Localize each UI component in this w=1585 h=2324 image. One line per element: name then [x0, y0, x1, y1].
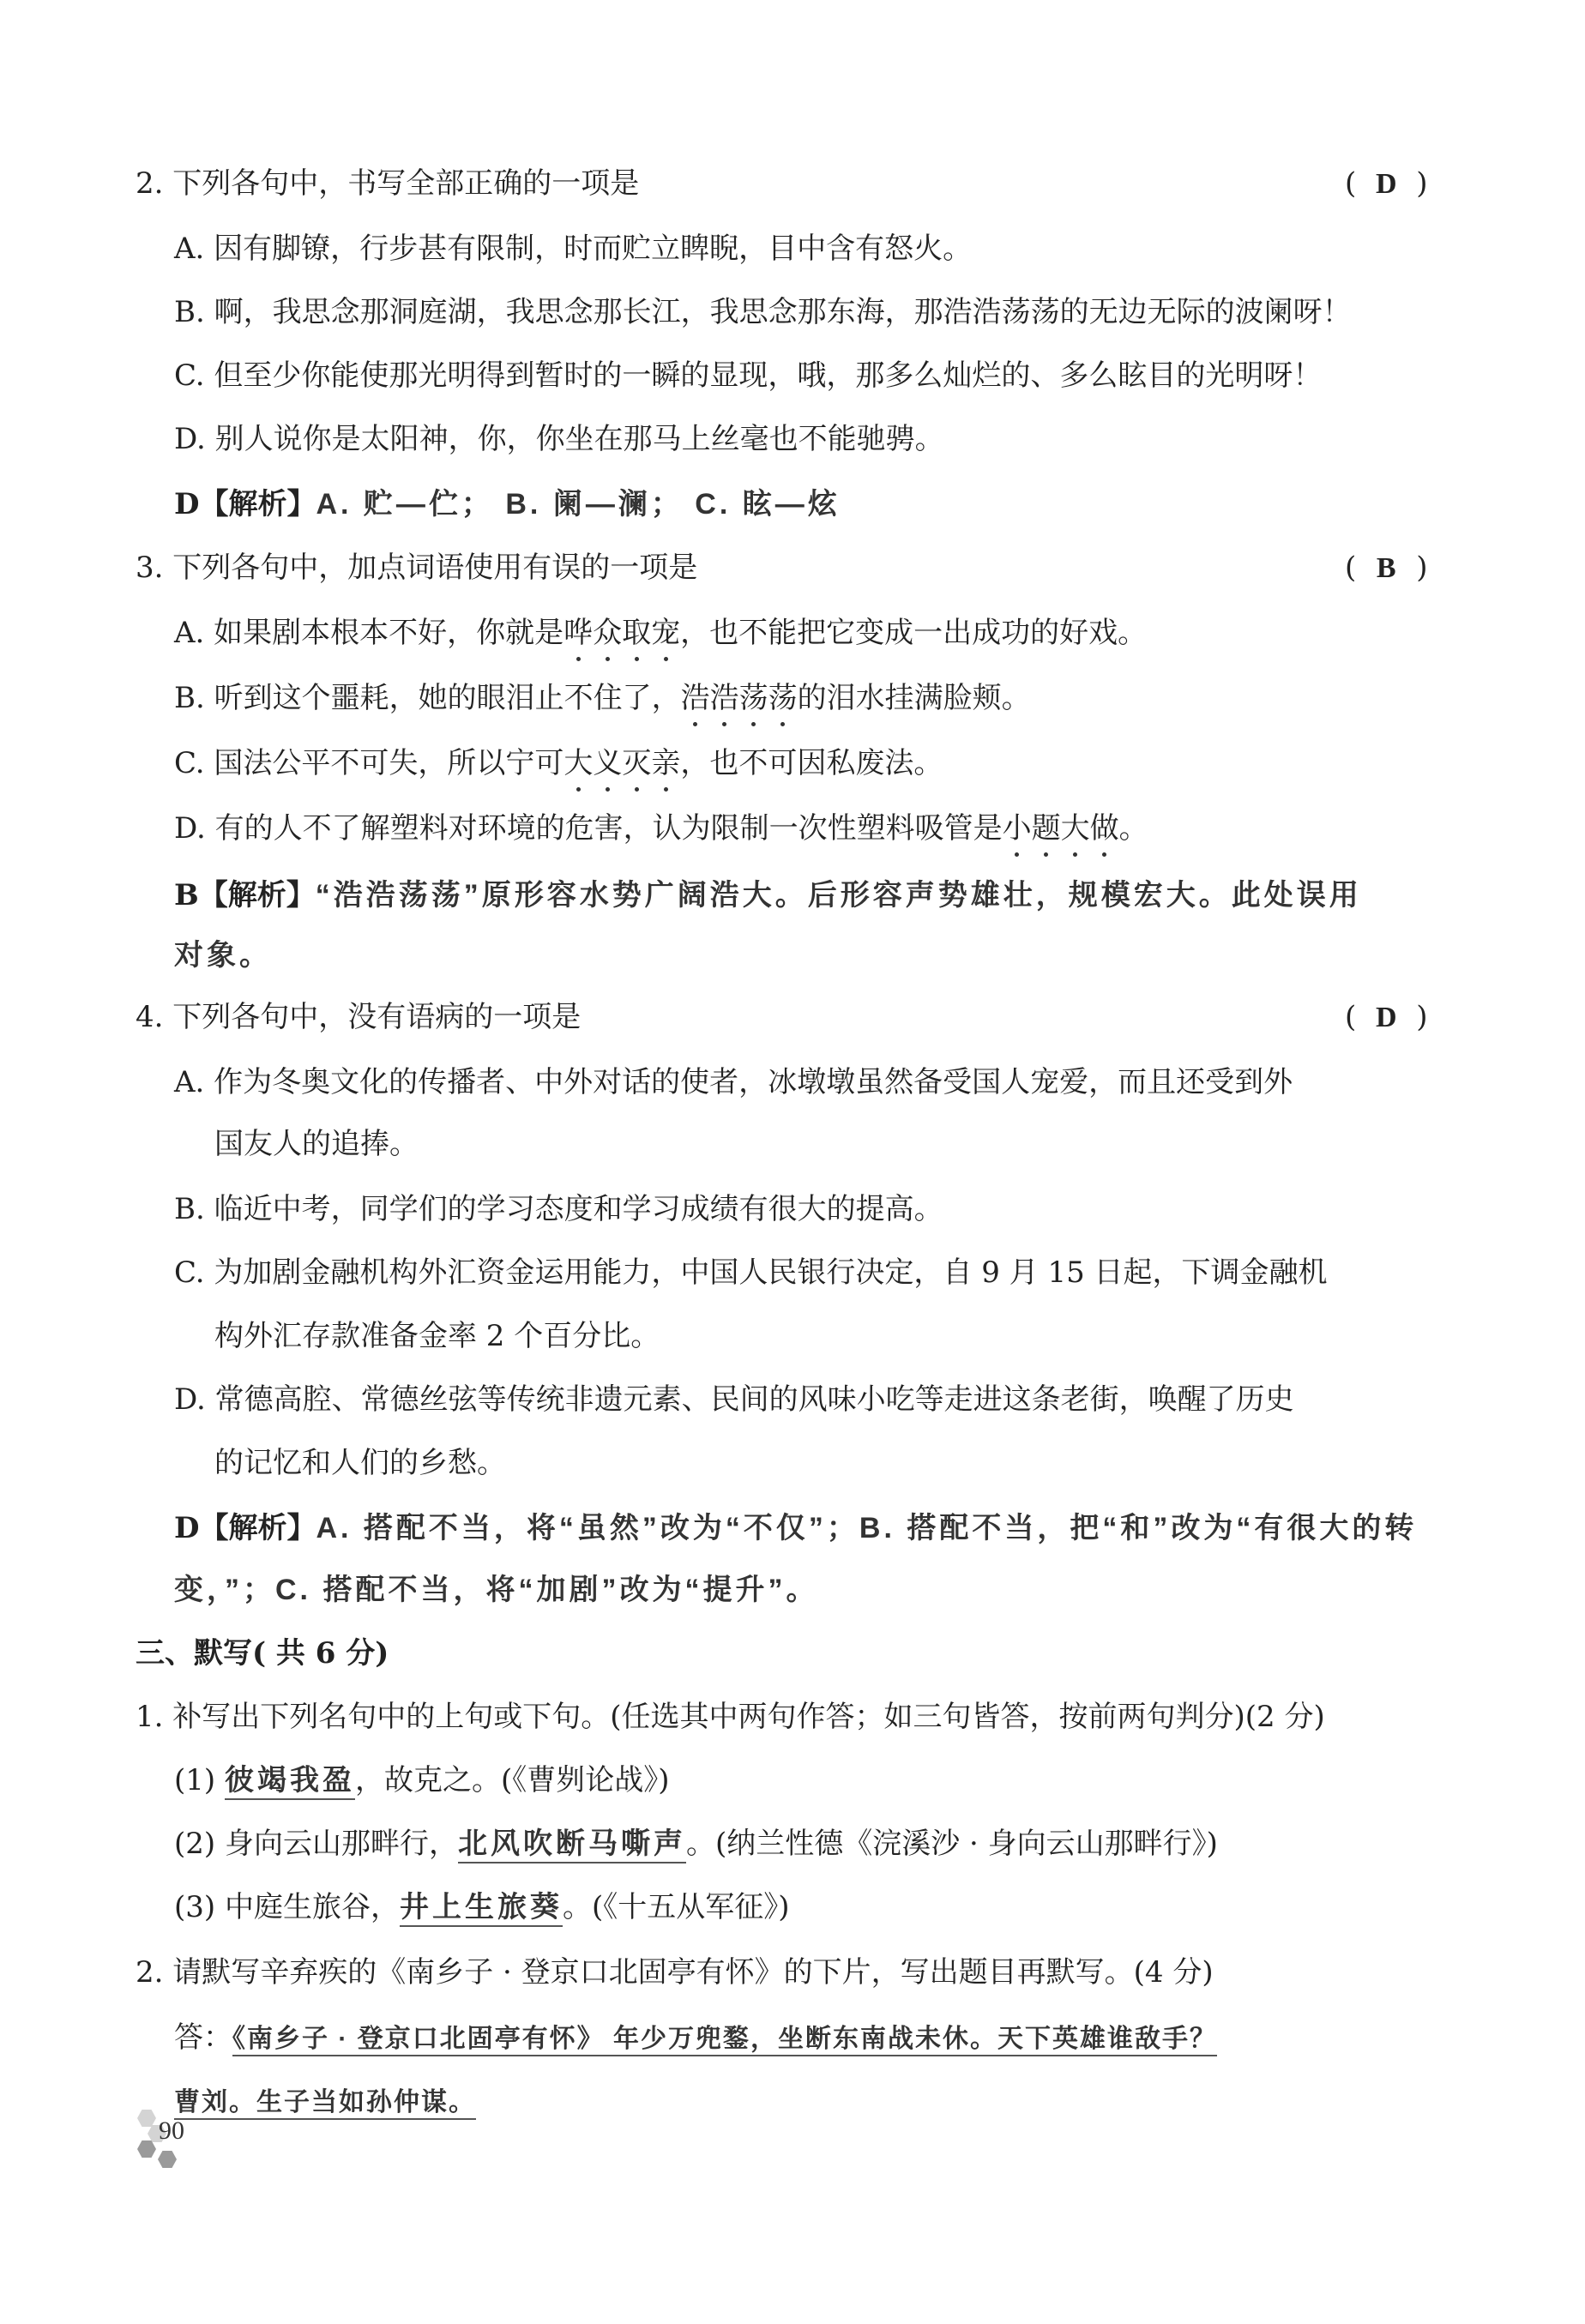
q3-option-d: [174, 810, 1148, 847]
q4-option-c: C. 为加剧金融机构外汇资金运用能力，中国人民银行决定，自 9 月 15 日起，下调金融机: [174, 1255, 1328, 1290]
q3-option-c: [174, 744, 943, 782]
hex-icon: [158, 2151, 177, 2168]
q2-option-b: B. 啊，我思念那洞庭湖，我思念那长江，我思念那东海，那浩浩荡荡的无边无际的波阑呀！: [174, 295, 1352, 329]
s3-post: 。(《十五从军征》): [562, 1890, 790, 1924]
q3-option-a: [174, 614, 1147, 652]
hex-icon: [137, 2110, 156, 2127]
q4-analysis-label: D【解析】: [174, 1511, 316, 1545]
q4-analysis-line2: 变，”；C. 搭配不当，将“加剧”改为“提升”。: [174, 1574, 819, 1606]
s3-sentence-2: [174, 1825, 1218, 1863]
s2-pre: (2) 身向云山那畔行，: [174, 1827, 458, 1861]
q3-a-dot-text: 哗众取宠: [563, 616, 681, 650]
q3-analysis-line1: “浩浩荡荡”原形容水势广阔浩大。后形容声势雄壮，规模宏大。此处误用: [315, 879, 1362, 912]
section3-title: 三、默写( 共 6 分): [136, 1636, 389, 1671]
s3-pre: (3) 中庭生旅谷，: [174, 1890, 400, 1924]
q4-option-d: D. 常德高腔、常德丝弦等传统非遗元素、民间的风味小吃等走进这条老街，唤醒了历史: [174, 1382, 1294, 1417]
q2-analysis-label: D【解析】: [174, 487, 316, 521]
s3-handwritten-answer: 井上生旅葵: [400, 1891, 563, 1927]
q2-option-d: D. 别人说你是太阳神，你，你坐在那马上丝毫也不能驰骋。: [174, 422, 944, 456]
q3-d-pre: D. 有的人不了解塑料对环境的危害，认为限制一次性塑料吸管是: [174, 811, 1003, 846]
q3-analysis: [174, 876, 1362, 914]
q3-option-b: [174, 679, 1031, 717]
s1-post: ，故克之。(《曹刿论战》): [354, 1763, 670, 1797]
s2-handwritten-answer: 北风吹断马嘶声: [458, 1827, 686, 1863]
s1-pre: (1): [174, 1763, 216, 1797]
s3-item2-answer-cont: [174, 2082, 476, 2122]
q4-option-c-cont: 构外汇存款准备金率 2 个百分比。: [214, 1319, 660, 1353]
s3-item1-stem: 1. 补写出下列名句中的上句或下句。(任选其中两句作答；如三句皆答，按前两句判分)(2 分): [136, 1700, 1325, 1734]
hex-icon: [137, 2140, 156, 2158]
q2-answer: D: [1375, 168, 1397, 200]
q4-answer: D: [1375, 1002, 1397, 1033]
q2-stem: 2. 下列各句中，书写全部正确的一项是: [136, 166, 640, 201]
emphasis-dots: [1003, 852, 1119, 858]
q4-analysis: [174, 1509, 1417, 1547]
q3-d-dotted-word: [1003, 811, 1119, 846]
emphasis-dots: [563, 787, 680, 792]
s1-handwritten-answer: 彼竭我盈: [225, 1764, 355, 1800]
q3-b-dotted-word: [681, 681, 798, 715]
q2-analysis-text: A. 贮—伫； B. 阑—澜； C. 眩—炫: [316, 488, 841, 521]
q4-option-d-cont: 的记忆和人们的乡愁。: [214, 1446, 506, 1480]
q3-analysis-cont: [174, 936, 272, 974]
q3-b-post: 的泪水挂满脸颊。: [797, 681, 1031, 715]
s2-post: 。(纳兰性德《浣溪沙 · 身向云山那畔行》): [685, 1827, 1218, 1861]
q3-analysis-line2: 对象。: [174, 939, 272, 972]
item2-prefix: 答：: [174, 2020, 232, 2055]
s3-item2-stem: 2. 请默写辛弃疾的《南乡子 · 登京口北固亭有怀》的下片，写出题目再默写。(4 分): [136, 1955, 1214, 1990]
s3-item2-answer: [174, 2019, 1217, 2058]
q3-d-dot-text: 小题大做: [1002, 811, 1119, 846]
q4-option-a: A. 作为冬奥文化的传播者、中外对话的使者，冰墩墩虽然备受国人宠爱，而且还受到外: [174, 1065, 1293, 1099]
q3-c-pre: C. 国法公平不可失，所以宁可: [174, 746, 564, 780]
emphasis-dots: [681, 722, 798, 727]
item2-handwritten-line2: 曹刘。生子当如孙仲谋。: [174, 2088, 476, 2120]
emphasis-dots: [563, 657, 680, 662]
q4-analysis-cont: [174, 1571, 818, 1609]
q2-option-c: C. 但至少你能使那光明得到暂时的一瞬的显现，哦，那多么灿烂的、多么眩目的光明呀！: [174, 358, 1323, 393]
q4-answer-paren: ( D ): [1345, 998, 1428, 1037]
q3-b-dot-text: 浩浩荡荡: [680, 681, 798, 715]
q4-option-b: B. 临近中考，同学们的学习态度和学习成绩有很大的提高。: [174, 1192, 943, 1226]
q4-stem: 4. 下列各句中，没有语病的一项是: [136, 1000, 582, 1034]
q3-a-pre: A. 如果剧本根本不好，你就是: [174, 616, 564, 650]
q2-answer-paren: ( D ): [1345, 165, 1428, 203]
page-number: 90: [159, 2116, 184, 2145]
s3-sentence-1: [174, 1761, 670, 1799]
q3-c-dotted-word: [563, 746, 680, 780]
q3-a-post: ，也不能把它变成一出成功的好戏。: [680, 616, 1148, 650]
q3-d-post: 。: [1118, 811, 1148, 846]
q4-analysis-line1: A. 搭配不当，将“虽然”改为“不仅”；B. 搭配不当，把“和”改为“有很大的转: [316, 1512, 1418, 1544]
q3-c-dot-text: 大义灭亲: [563, 746, 681, 780]
q2-analysis: [174, 485, 841, 523]
q3-stem: 3. 下列各句中，加点词语使用有误的一项是: [136, 551, 698, 585]
q4-option-a-cont: 国友人的追捧。: [214, 1127, 419, 1161]
q3-b-pre: B. 听到这个噩耗，她的眼泪止不住了，: [174, 681, 681, 715]
q3-analysis-label: B【解析】: [174, 878, 316, 912]
q3-a-dotted-word: [563, 616, 680, 650]
q2-option-a: A. 因有脚镣，行步甚有限制，时而贮立睥睨，目中含有怒火。: [174, 232, 973, 266]
item2-handwritten-line1: 《南乡子 · 登京口北固亭有怀》 年少万兜鍪，坐断东南战未休。天下英雄谁敌手？: [232, 2025, 1217, 2056]
q3-c-post: ，也不可因私废法。: [680, 746, 943, 780]
q3-answer-paren: ( B ): [1345, 549, 1428, 587]
s3-sentence-3: [174, 1888, 790, 1926]
q3-answer: B: [1376, 552, 1396, 584]
